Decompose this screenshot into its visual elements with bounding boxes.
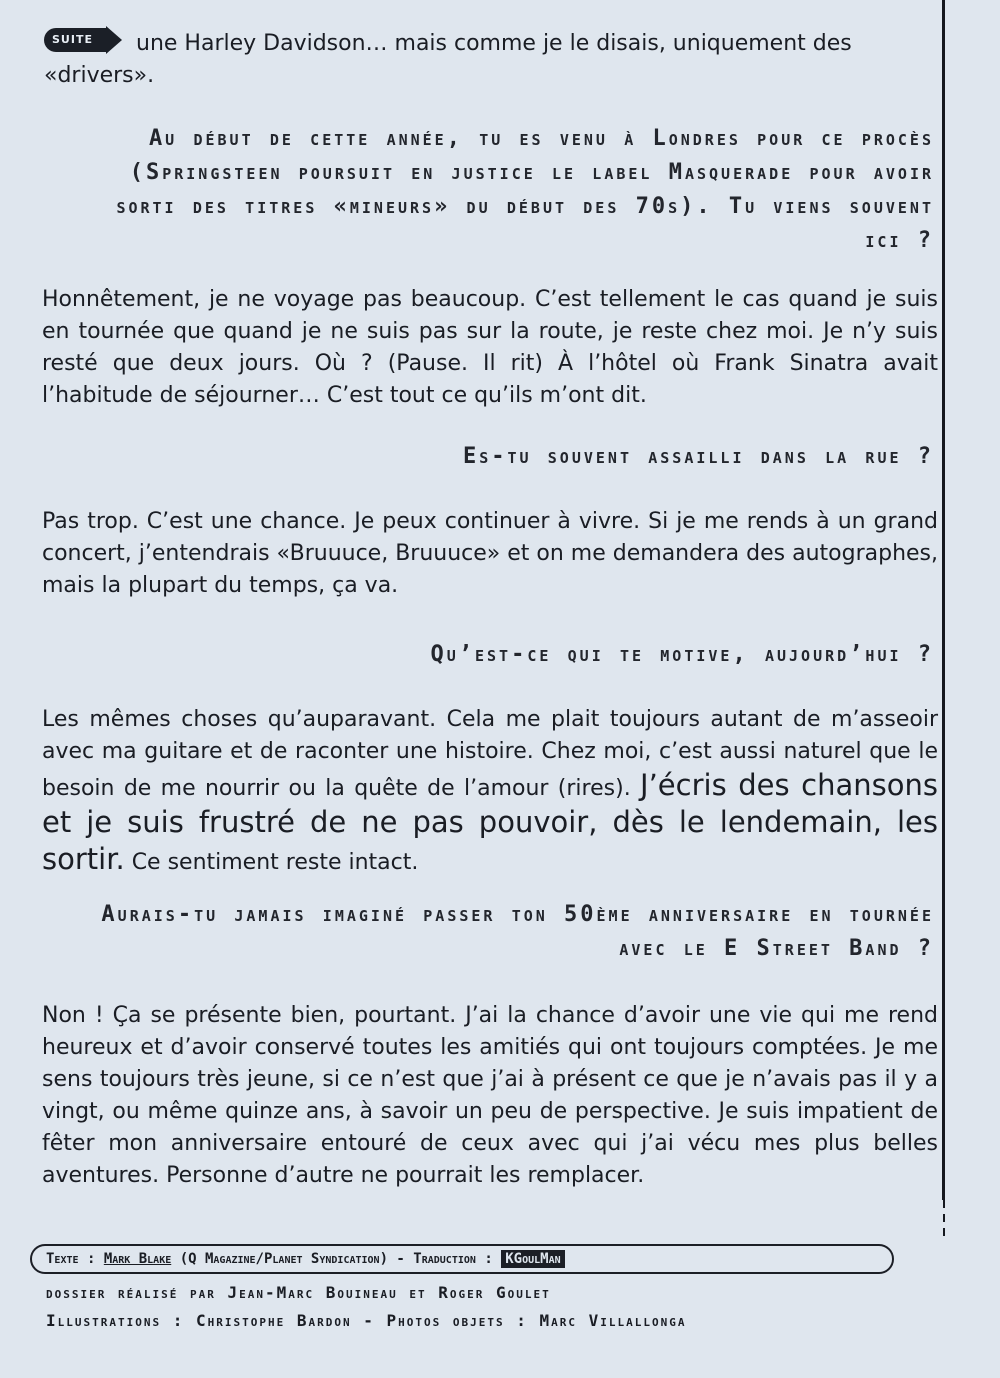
question-3: Qu’est-ce qui te motive, aujourd’hui ?: [430, 642, 934, 667]
credits-box: [30, 1244, 894, 1274]
answer-2: Pas trop. C’est une chance. Je peux continuer à vivre. Si je me rends à un grand concert, j’entendrais «Bruuuce, Bruuuce» et on me demandera des autographes, mais la plupart du temps, ça va.: [42, 509, 938, 598]
answer-3: [42, 704, 938, 879]
answer-1: Honnêtement, je ne voyage pas beaucoup. C’est tellement le cas quand je suis en tournée que quand je ne suis pas sur la route, je reste chez moi. Je n’y suis resté que deux jours. Où ? (Pause. Il rit) À l’hôtel où Frank Sinatra avait l’habitude de séjourner… C’est tout ce qu’ils m’ont dit.: [42, 287, 938, 408]
traduction-name: KGoulMan: [501, 1250, 564, 1268]
suite-arrow-icon: [44, 26, 124, 54]
suite-label: SUITE: [52, 33, 93, 46]
question-1: Au début de cette année, tu es venu à Londres pour ce procès (Springsteen poursuit en justice le label Masquerade pour avoir sorti des titres «mineurs» du début des 70s). Tu viens souvent ici ?: [116, 126, 934, 253]
question-4: Aurais-tu jamais imaginé passer ton 50ème anniversaire en tournée avec le E Street Band ?: [101, 902, 934, 961]
answer-4: Non ! Ça se présente bien, pourtant. J’ai la chance d’avoir une vie qui me rend heureux et d’avoir conservé toutes les amitiés qui ont toujours comptées. Je me sens toujours très jeune, si ce n’est que j’ai à présent ce que je n’avais pas il y a vingt, ou même quinze ans, à savoir un peu de perspective. Je suis impatient de fêter mon anniversaire entouré de ceux avec qui j’ai vécu mes plus belles aventures. Personne d’autre ne pourrait les remplacer.: [42, 1003, 938, 1188]
illustrations-credit: Illustrations : Christophe Bardon - Photos objets : Marc Villallonga: [46, 1311, 687, 1330]
dossier-credit: dossier réalisé par Jean-Marc Bouineau et Roger Goulet: [46, 1283, 551, 1302]
right-border-rule: [942, 0, 945, 1200]
traduction-label: Traduction :: [413, 1251, 493, 1267]
right-border-dashes: [943, 1200, 945, 1240]
answer-3-pull-quote: J’écris des chansons et je suis frustré de ne pas pouvoir, dès le lendemain, les sortir.: [42, 768, 938, 876]
answer-3-end: Ce sentiment reste intact.: [131, 850, 419, 875]
question-2: Es-tu souvent assailli dans la rue ?: [462, 444, 934, 469]
texte-source: (Q Magazine/Planet Syndication) -: [179, 1251, 405, 1267]
answer-3-start: Les mêmes choses qu’auparavant. Cela me plait toujours autant de m’asseoir avec ma guitare et de raconter une histoire. Chez moi, c’est aussi naturel que le besoin de me nourrir ou la quête de l’amour (rires).: [42, 707, 938, 801]
intro-text: une Harley Davidson… mais comme je le disais, uniquement des «drivers».: [44, 31, 852, 88]
texte-label: Texte :: [46, 1251, 96, 1267]
texte-author: Mark Blake: [103, 1251, 172, 1267]
intro-paragraph: [44, 26, 936, 92]
